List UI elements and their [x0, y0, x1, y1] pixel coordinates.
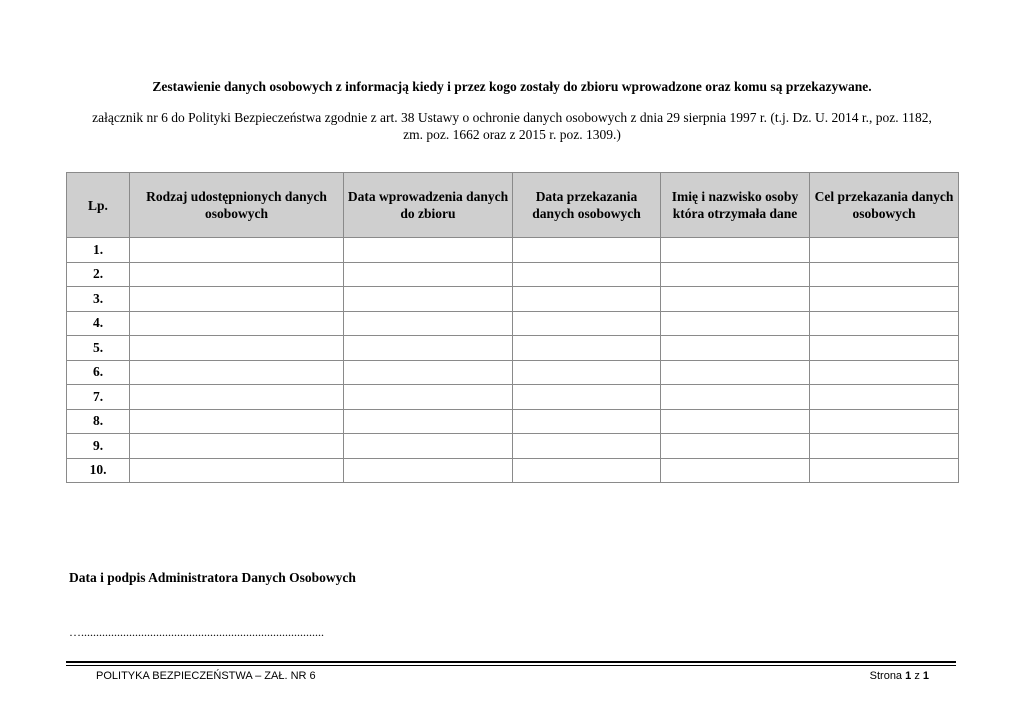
header-recipient-name: Imię i nazwisko osoby która otrzymała dane [661, 173, 810, 238]
table-row [67, 238, 959, 263]
empty-entry-cell [130, 262, 344, 287]
table-row [67, 287, 959, 312]
empty-entry-cell [344, 311, 513, 336]
header-transfer-date: Data przekazania danych osobowych [513, 173, 661, 238]
empty-entry-cell [661, 434, 810, 459]
row-number-cell: 5. [67, 336, 130, 361]
empty-entry-cell [810, 262, 959, 287]
empty-entry-cell [810, 311, 959, 336]
header-data-type: Rodzaj udostępnionych danych osobowych [130, 173, 344, 238]
empty-entry-cell [130, 287, 344, 312]
empty-entry-cell [344, 238, 513, 263]
header-lp: Lp. [67, 173, 130, 238]
empty-entry-cell [344, 458, 513, 483]
subtitle-line-2: zm. poz. 1662 oraz z 2015 r. poz. 1309.) [403, 127, 621, 142]
empty-entry-cell [810, 238, 959, 263]
empty-entry-cell [130, 434, 344, 459]
empty-entry-cell [513, 238, 661, 263]
header-entry-date: Data wprowadzenia danych do zbioru [344, 173, 513, 238]
subtitle-line-1: załącznik nr 6 do Polityki Bezpieczeństwa zgodnie z art. 38 Ustawy o ochronie danych osobowych z dnia 29 sierpnia 1997 r. (t.j. Dz. U. 2014 r., poz. 1182, [92, 110, 932, 125]
row-number-cell: 7. [67, 385, 130, 410]
empty-entry-cell [513, 360, 661, 385]
signature-label: Data i podpis Administratora Danych Osobowych [69, 570, 356, 585]
empty-entry-cell [810, 434, 959, 459]
empty-entry-cell [810, 458, 959, 483]
page-total: 1 [922, 670, 929, 682]
header-transfer-purpose: Cel przekazania danych osobowych [810, 173, 959, 238]
empty-entry-cell [513, 409, 661, 434]
empty-entry-cell [344, 287, 513, 312]
table-row [67, 385, 959, 410]
empty-entry-cell [661, 458, 810, 483]
empty-entry-cell [130, 360, 344, 385]
records-table [66, 172, 959, 483]
empty-entry-cell [344, 360, 513, 385]
empty-entry-cell [130, 458, 344, 483]
row-number-cell: 10. [67, 458, 130, 483]
document-subtitle [70, 109, 954, 143]
document-title: Zestawienie danych osobowych z informacją kiedy i przez kogo zostały do zbioru wprowadzone oraz komu są przekazywane. [152, 79, 872, 94]
empty-entry-cell [513, 336, 661, 361]
empty-entry-cell [344, 336, 513, 361]
empty-entry-cell [661, 287, 810, 312]
empty-entry-cell [661, 360, 810, 385]
empty-entry-cell [513, 385, 661, 410]
empty-entry-cell [661, 262, 810, 287]
signature-line: …................................................................................. [69, 625, 324, 639]
row-number-cell: 3. [67, 287, 130, 312]
empty-entry-cell [513, 287, 661, 312]
empty-entry-cell [344, 262, 513, 287]
empty-entry-cell [130, 311, 344, 336]
empty-entry-cell [661, 311, 810, 336]
empty-entry-cell [513, 262, 661, 287]
row-number-cell: 4. [67, 311, 130, 336]
empty-entry-cell [130, 238, 344, 263]
empty-entry-cell [130, 385, 344, 410]
footer-document-name: POLITYKA BEZPIECZEŃSTWA – ZAŁ. NR 6 [96, 670, 316, 682]
empty-entry-cell [810, 385, 959, 410]
table-body [67, 238, 959, 483]
empty-entry-cell [344, 434, 513, 459]
row-number-cell: 1. [67, 238, 130, 263]
table-row [67, 409, 959, 434]
table-row [67, 336, 959, 361]
empty-entry-cell [344, 409, 513, 434]
empty-entry-cell [344, 385, 513, 410]
empty-entry-cell [661, 238, 810, 263]
empty-entry-cell [810, 287, 959, 312]
empty-entry-cell [661, 385, 810, 410]
empty-entry-cell [810, 409, 959, 434]
row-number-cell: 9. [67, 434, 130, 459]
empty-entry-cell [513, 458, 661, 483]
empty-entry-cell [130, 409, 344, 434]
table-row [67, 262, 959, 287]
empty-entry-cell [810, 360, 959, 385]
row-number-cell: 8. [67, 409, 130, 434]
table-row [67, 434, 959, 459]
footer-divider [66, 661, 956, 666]
page-separator: z [914, 670, 920, 682]
footer-page-number [870, 670, 929, 682]
empty-entry-cell [130, 336, 344, 361]
page-current: 1 [905, 670, 912, 682]
row-number-cell: 6. [67, 360, 130, 385]
empty-entry-cell [513, 311, 661, 336]
empty-entry-cell [810, 336, 959, 361]
table-row [67, 311, 959, 336]
empty-entry-cell [513, 434, 661, 459]
table-header-row [67, 173, 959, 238]
table-row [67, 458, 959, 483]
table-row [67, 360, 959, 385]
row-number-cell: 2. [67, 262, 130, 287]
empty-entry-cell [661, 336, 810, 361]
page-prefix: Strona [869, 670, 903, 682]
empty-entry-cell [661, 409, 810, 434]
